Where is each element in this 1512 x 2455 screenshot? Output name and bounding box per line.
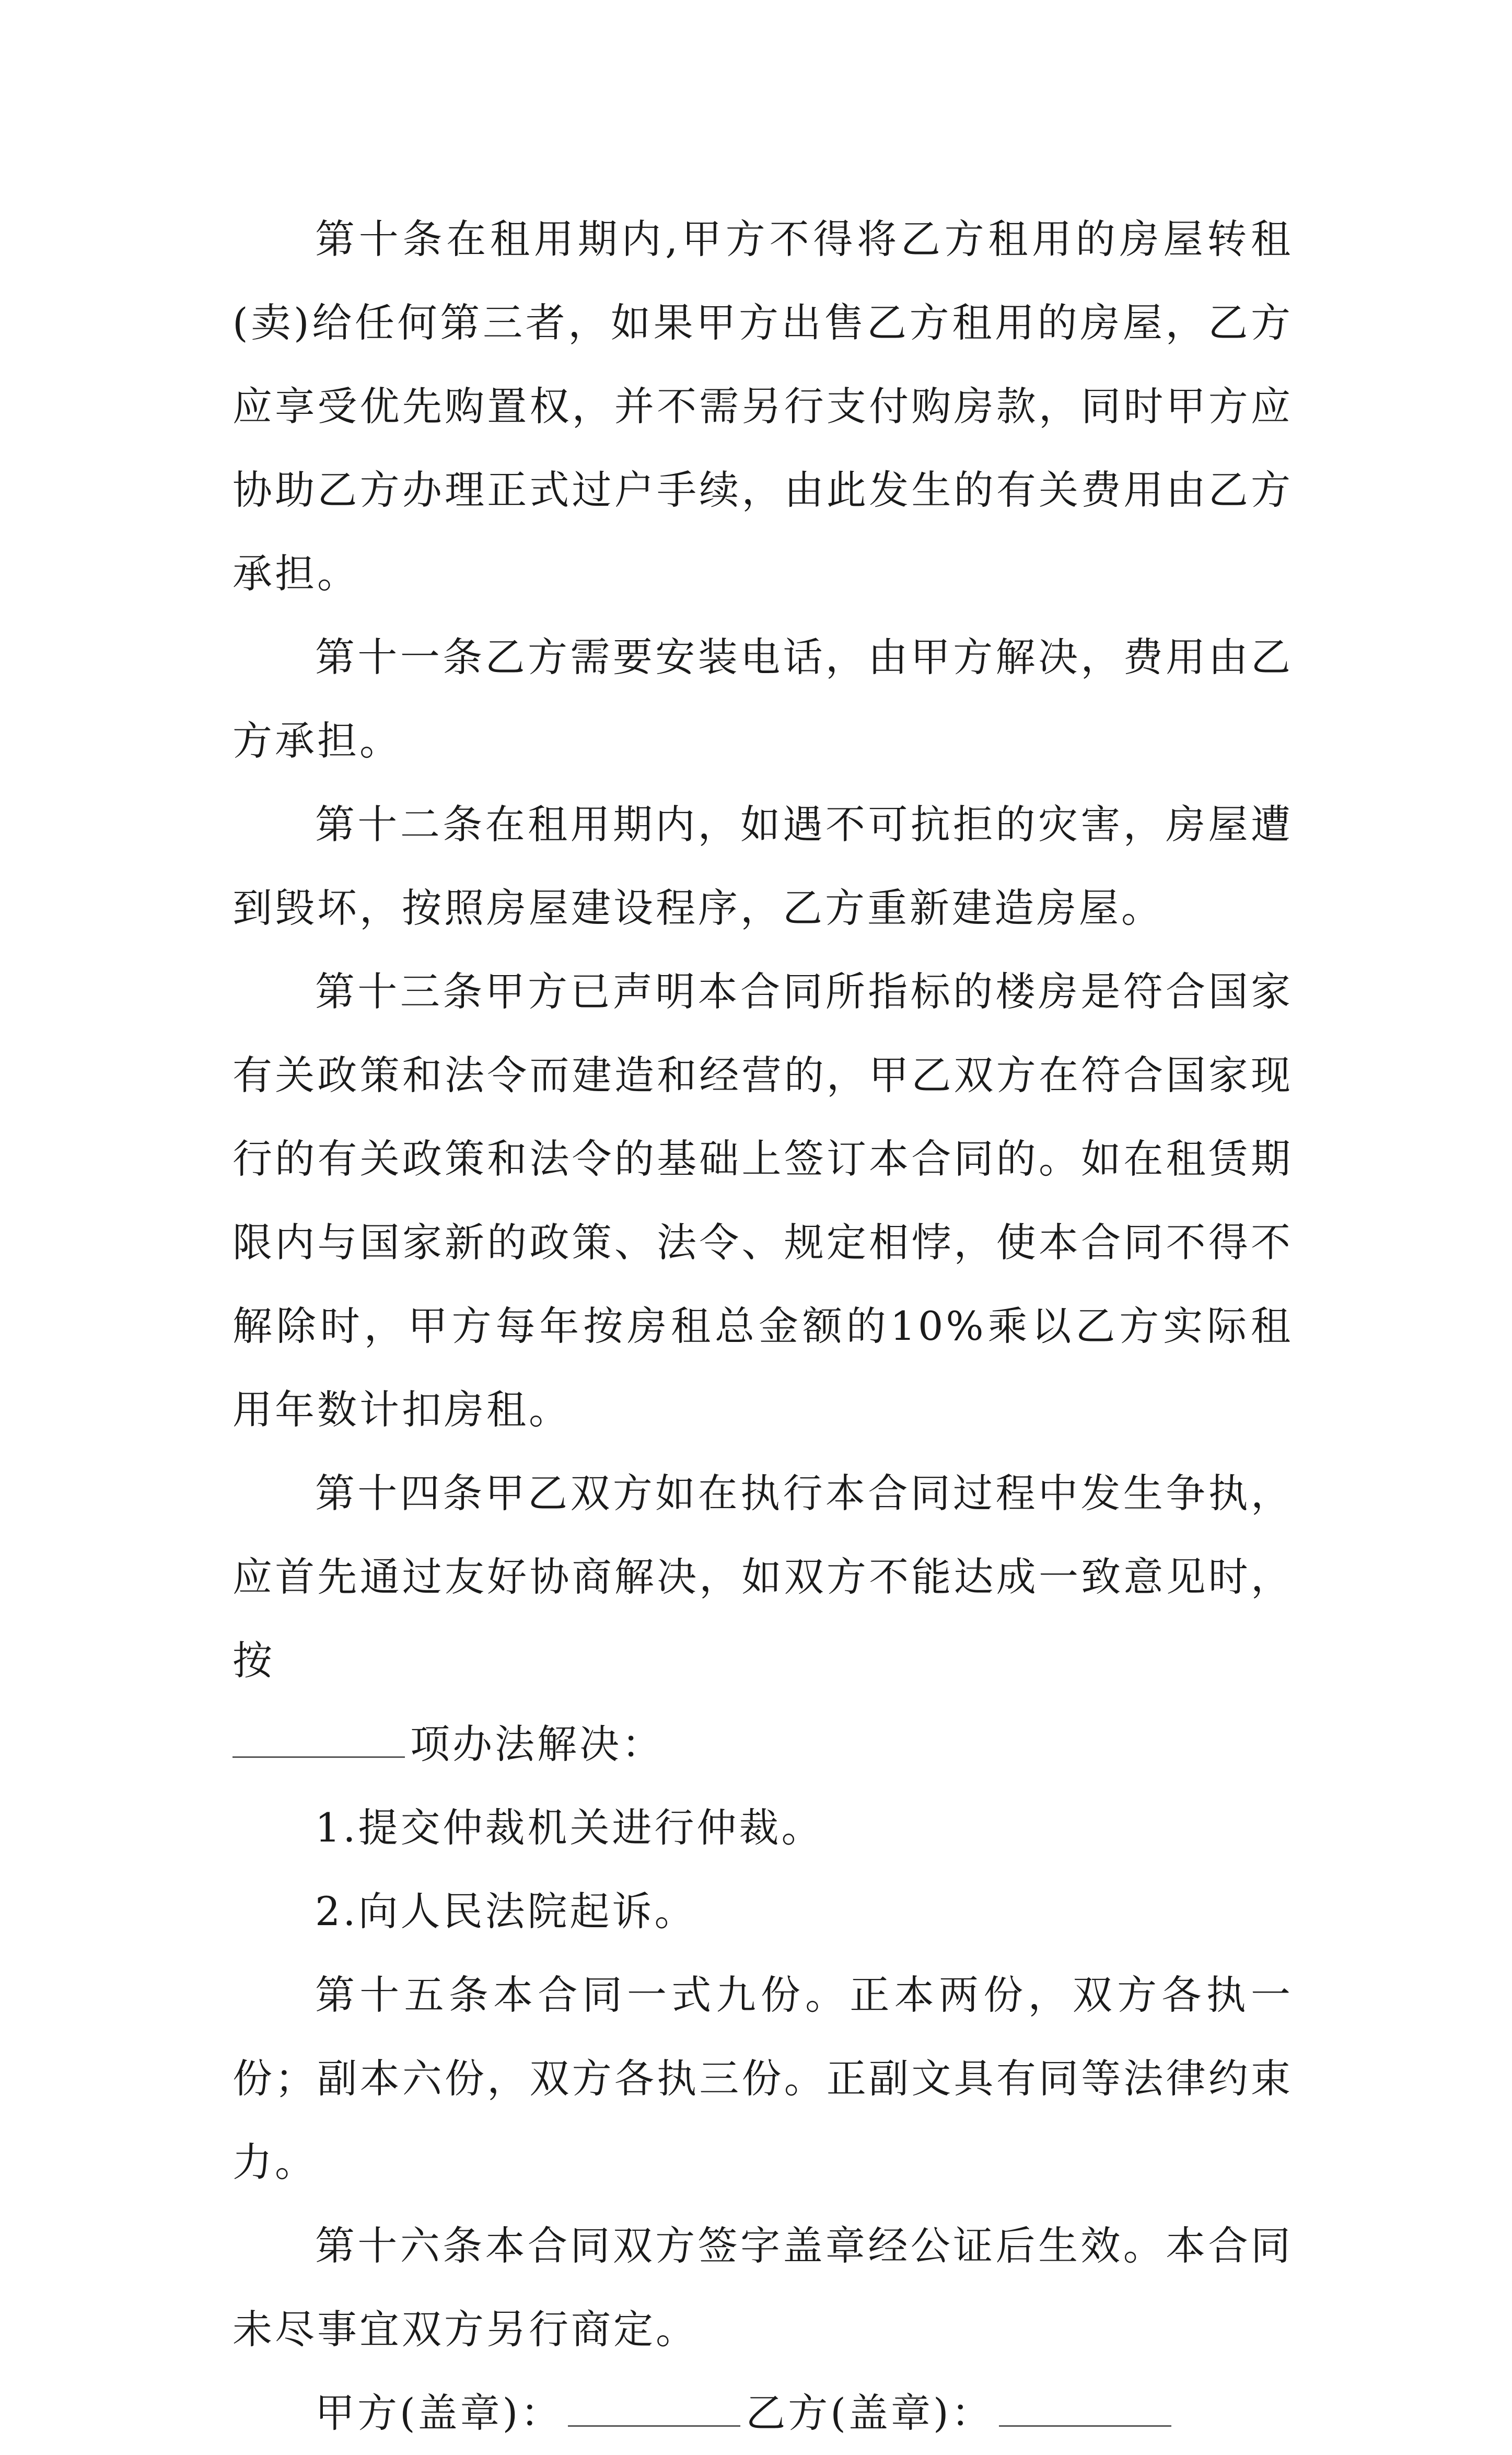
contract-body (232, 198, 1293, 2455)
option-litigation: 2.向人民法院起诉。 (315, 1888, 697, 1935)
clause-10-paragraph: 第十条在租用期内,甲方不得将乙方租用的房屋转租(卖)给任何第三者，如果甲方出售乙方租用的房屋，乙方应享受优先购置权，并不需另行支付购房款，同时甲方应协助乙方办理正式过户手续，由此发生的有关费用由乙方承担。 (232, 216, 1293, 597)
option-arbitration: 1.提交仲裁机关进行仲裁。 (315, 1804, 824, 1851)
party-a-seal-label: 甲方(盖章)： (315, 2390, 563, 2436)
clause-14-paragraph: 第十四条甲乙双方如在执行本合同过程中发生争执，应首先通过友好协商解决，如双方不能达成一致意见时，按 (232, 1470, 1293, 1684)
party-a-seal-blank (568, 2394, 740, 2427)
party-b-seal-label: 乙方(盖章)： (746, 2390, 994, 2436)
clause-15-paragraph: 第十五条本合同一式九份。正本两份，双方各执一份；副本六份，双方各执三份。正副文具有同等法律约束力。 (232, 1972, 1293, 2185)
party-b-seal-blank (999, 2394, 1171, 2427)
clause-16-paragraph: 第十六条本合同双方签字盖章经公证后生效。本合同未尽事宜双方另行商定。 (232, 2222, 1293, 2353)
dispute-method-suffix: 项办法解决： (410, 1721, 664, 1767)
dispute-method-blank (232, 1725, 405, 1758)
dispute-method-line (232, 1703, 1293, 1786)
clause-13-paragraph: 第十三条甲方已声明本合同所指标的楼房是符合国家有关政策和法令而建造和经营的，甲乙双方在符合国家现行的有关政策和法令的基础上签订本合同的。如在租赁期限内与国家新的政策、法令、规定相悖，使本合同不得不解除时，甲方每年按房租总金额的10%乘以乙方实际租用年数计扣房租。 (232, 968, 1293, 1433)
signature-line (232, 2371, 1293, 2455)
clause-12-paragraph: 第十二条在租用期内，如遇不可抗拒的灾害，房屋遭到毁坏，按照房屋建设程序，乙方重新建造房屋。 (232, 801, 1293, 931)
clause-11-paragraph: 第十一条乙方需要安装电话，由甲方解决，费用由乙方承担。 (232, 634, 1293, 764)
